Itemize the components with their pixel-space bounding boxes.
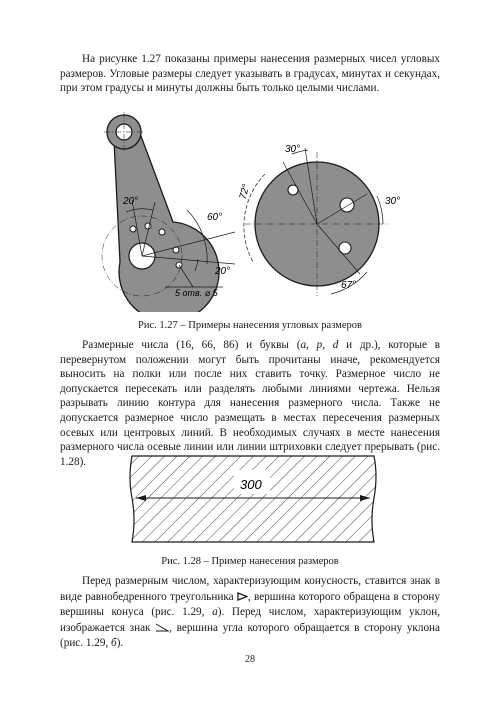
text-run: , <box>306 339 317 351</box>
paragraph-taper-sign <box>60 574 440 652</box>
text-run: , <box>322 339 333 351</box>
italic-a: a <box>300 339 307 351</box>
figure-1-28-caption: Рис. 1.28 – Пример нанесения размеров <box>161 556 339 567</box>
text-run: ). <box>116 637 124 650</box>
paragraph-dimension-numbers <box>60 338 440 469</box>
text-run: ). Перед числом, характеризующим уклон, изображается знак <box>60 606 440 634</box>
label-20-deg-bottom: 20° <box>215 266 231 277</box>
italic-p: p <box>316 339 323 351</box>
label-30-deg-right: 30° <box>385 196 401 207</box>
dimension-300: 300 <box>240 477 262 492</box>
italic-a: а <box>212 606 218 619</box>
italic-d: d <box>332 339 339 351</box>
label-60-deg: 60° <box>207 212 223 223</box>
page-number: 28 <box>245 654 255 665</box>
label-holes: 5 отв. ⌀ 5 <box>175 288 218 298</box>
label-30-deg-top: 30° <box>285 144 301 155</box>
slope-sign-icon <box>155 623 169 632</box>
text-run: , вершина которого обращена в сторону вершины конуса (рис. 1.29, <box>60 590 441 619</box>
text-run: и др.), которые в перевернутом положении могут быть прочитаны иначе, рекомендуется выносить на полки или после них ставить точку. Размерное число не допускается пересекать или разделять любыми линиями чертежа. Нельзя разрывать линию контура для нанесения размерного числа. Также не допускается размерное число размещать в местах пересечения размерных осевых или центровых линий. В необходимых случаях в месте нанесения размерного числа осевые линии или линии штриховки следует прерывать (рис. 1.28). <box>60 339 440 468</box>
taper-triangle-icon <box>237 592 248 601</box>
figure-1-28-drawing <box>128 454 378 544</box>
figure-1-27-caption: Рис. 1.27 – Примеры нанесения угловых размеров <box>138 320 362 331</box>
text-run: Размерные числа (16, 66, 86) и буквы ( <box>82 339 301 351</box>
italic-b: б <box>111 637 117 650</box>
label-67-deg: 67° <box>341 280 357 291</box>
label-20-deg-top: 20° <box>123 196 139 207</box>
text-run: Перед размерным числом, характеризующим конусность, ставится знак в виде равнобедренного треугольника <box>60 575 440 603</box>
lever-part <box>102 112 235 312</box>
disk-part <box>238 144 400 296</box>
figure-1-27-drawing <box>95 112 405 312</box>
text-run: , вершина угла которого обращается в сторону уклона (рис. 1.29, <box>60 621 441 650</box>
paragraph-angular-intro: На рисунке 1.27 показаны примеры нанесения размерных чисел угловых размеров. Угловые размеры следует указывать в градусах, минутах и секундах, при этом градусы и минуты должны быть только целыми числами. <box>60 53 440 95</box>
label-72-deg: 72° <box>237 183 253 201</box>
